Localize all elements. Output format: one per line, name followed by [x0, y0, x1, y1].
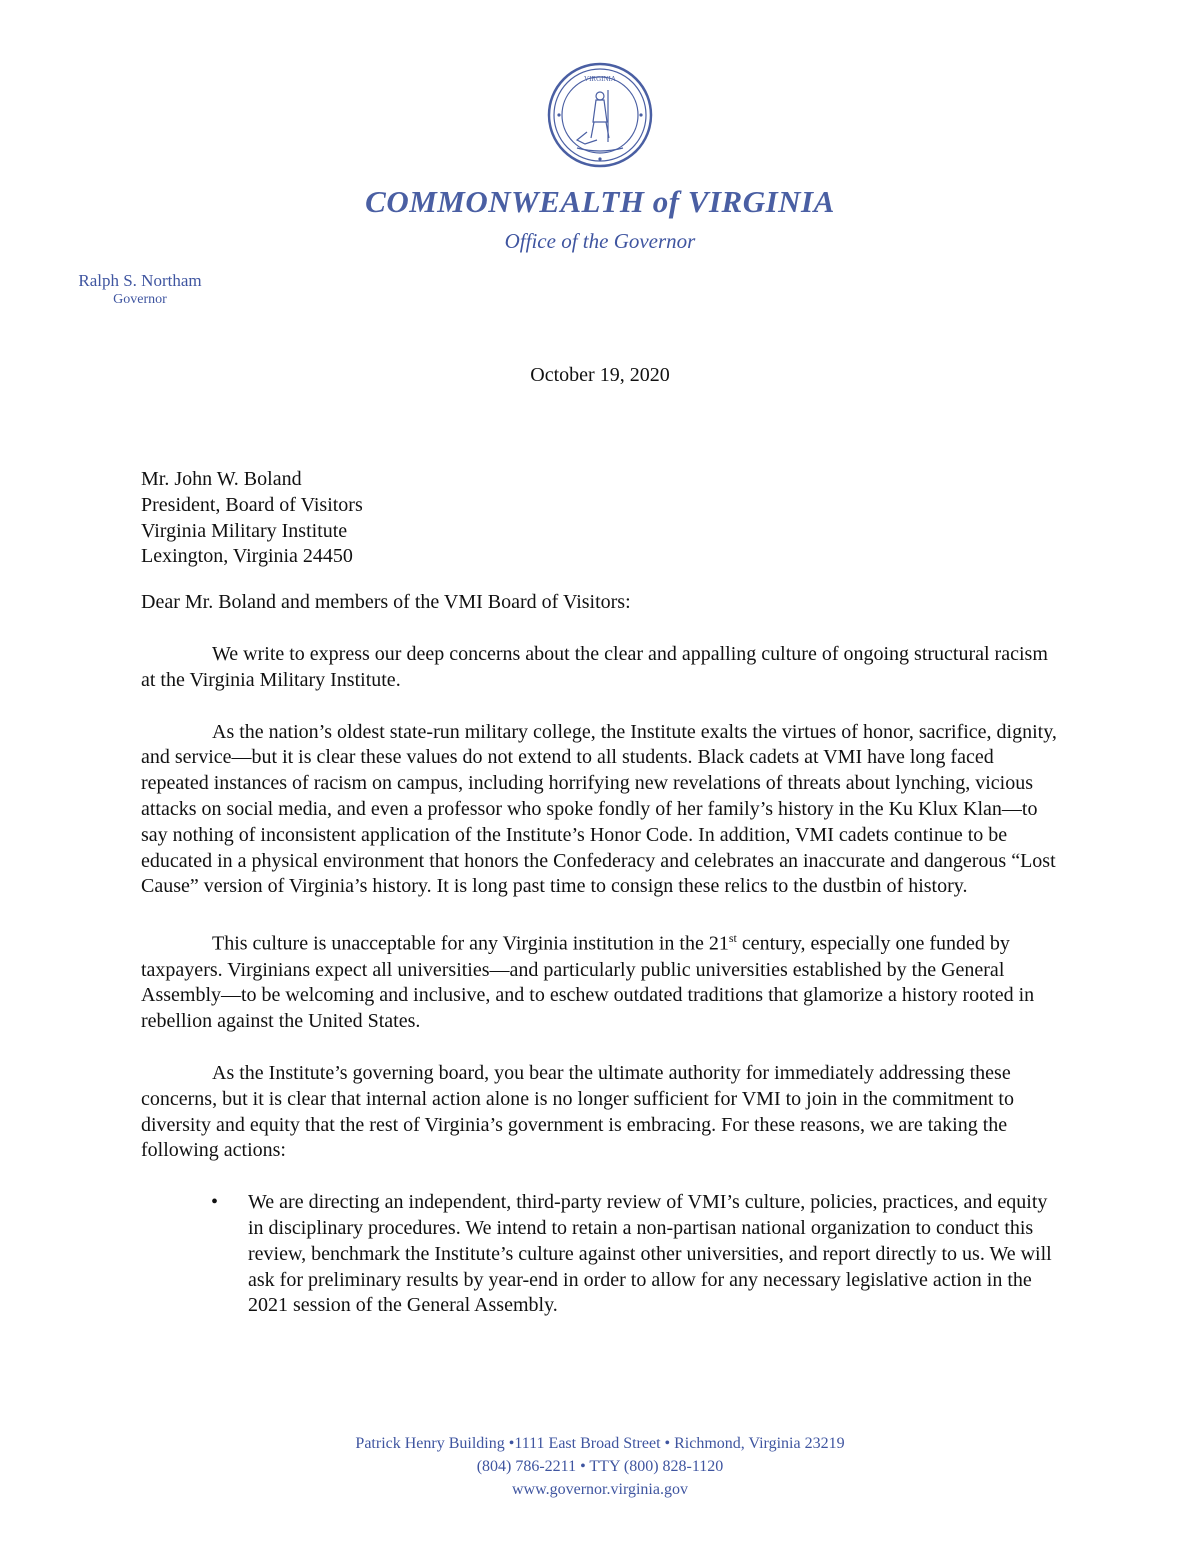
seal-label: VIRGINIA: [584, 75, 616, 83]
recipient-address: [141, 467, 1061, 570]
state-seal-logo: [547, 62, 653, 168]
paragraph-4: As the Institute’s governing board, you bear the ultimate authority for immediately addressing these concerns, but it is clear that internal action alone is no longer sufficient for VMI to join in the commitment to diversity and equity that the rest of Virginia’s government is embracing. For these reasons, we are taking the following actions:: [141, 1062, 1014, 1162]
footer-website-link[interactable]: www.governor.virginia.gov: [512, 1481, 688, 1498]
organization-title: COMMONWEALTH of VIRGINIA: [365, 184, 835, 219]
ordinal-suffix: st: [728, 931, 737, 946]
recipient-institution: Virginia Military Institute: [141, 519, 348, 542]
letter-date: October 19, 2020: [530, 364, 670, 386]
paragraph-2: As the nation’s oldest state-run military college, the Institute exalts the virtues of honor, sacrifice, dignity, and service—but it is clear these values do not extend to all students. Black cadets at VMI have long faced repeated instances of racism on campus, including horrifying new revelations of threats about lynching, vicious attacks on social media, and even a professor who spoke fondly of her family’s history in the Ku Klux Klan—to say nothing of inconsistent application of the Institute’s Honor Code. In addition, VMI cadets continue to be educated in a physical environment that honors the Confederacy and celebrates an inaccurate and dangerous “Lost Cause” version of Virginia’s history. It is long past time to consign these relics to the dustbin of history.: [141, 720, 1057, 898]
action-list: [141, 1190, 1061, 1319]
bullet-icon: •: [211, 1191, 219, 1214]
recipient-title: President, Board of Visitors: [141, 493, 363, 516]
paragraph-3-end: century, especially one funded by taxpayers. Virginians expect all universities—and particularly public universities established by the General Assembly—to be welcoming and inclusive, and to eschew outdated traditions that glamorize a history rooted in rebellion against the United States.: [141, 932, 1035, 1033]
letter-body: [141, 467, 1061, 1319]
action-item-text: We are directing an independent, third-party review of VMI’s culture, policies, practices, and equity in disciplinary procedures. We intend to retain a non-partisan national organization to conduct this review, benchmark the Institute’s culture against other universities, and report directly to us. We will ask for preliminary results by year-end in order to allow for any necessary legislative action in the 2021 session of the General Assembly.: [248, 1191, 1052, 1317]
recipient-name: Mr. John W. Boland: [141, 468, 302, 490]
sender-name: Ralph S. Northam: [78, 271, 202, 290]
salutation: Dear Mr. Boland and members of the VMI Board of Visitors:: [141, 591, 631, 614]
paragraph-3-start: This culture is unacceptable for any Virginia institution in the 21: [212, 932, 729, 955]
office-title: Office of the Governor: [504, 229, 696, 253]
paragraph-1: We write to express our deep concerns about the clear and appalling culture of ongoing structural racism at the Virginia Military Institute.: [141, 642, 1048, 691]
action-item: [211, 1190, 1061, 1319]
sender-block: [52, 271, 228, 309]
seal-graphic: [547, 62, 653, 168]
letterhead-footer: [0, 1432, 1200, 1501]
footer-phone: (804) 786-2211 • TTY (800) 828-1120: [476, 1458, 724, 1475]
paragraph-3: [141, 926, 1061, 1035]
recipient-city: Lexington, Virginia 24450: [141, 545, 353, 568]
footer-address: Patrick Henry Building •1111 East Broad Street • Richmond, Virginia 23219: [355, 1435, 845, 1452]
sender-role: Governor: [113, 292, 167, 307]
